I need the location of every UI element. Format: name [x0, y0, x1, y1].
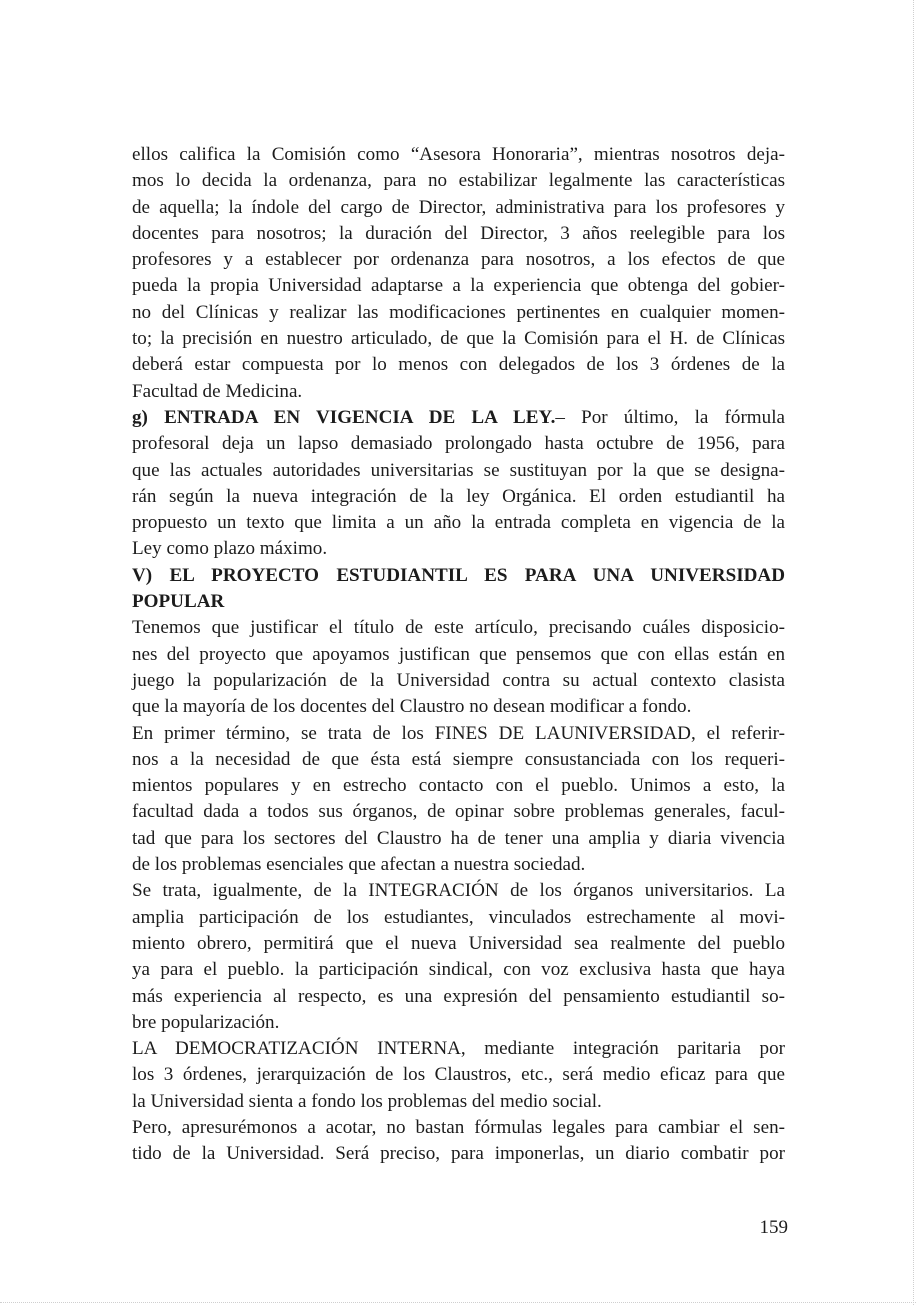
page-number: 159: [759, 1217, 788, 1238]
text-line: Pero, apresurémonos a acotar, no bastan fórmulas legales para cambiar el sen-: [132, 1116, 785, 1138]
text-line: rán según la nueva integración de la ley Orgánica. El orden estudiantil ha: [132, 485, 785, 507]
text-line: propuesto un texto que limita a un año la entrada completa en vigencia de la: [132, 512, 785, 534]
section-heading-inline: g) ENTRADA EN VIGENCIA DE LA LEY.: [132, 406, 556, 428]
text-line: docentes para nosotros; la duración del Director, 3 años reelegible para los: [132, 222, 785, 244]
text-line: de los problemas esenciales que afectan a nuestra sociedad.: [132, 854, 586, 876]
text-line: to; la precisión en nuestro articulado, de que la Comisión para el H. de Clínicas: [132, 328, 785, 350]
text-line: bre popularización.: [132, 1011, 280, 1033]
text-line: juego la popularización de la Universidad contra su actual contexto clasista: [132, 669, 785, 691]
text-line: Facultad de Medicina.: [132, 380, 303, 402]
text-line: miento obrero, permitirá que el nueva Universidad sea realmente del pueblo: [132, 932, 785, 954]
body-text: [132, 142, 785, 1168]
text-line: no del Clínicas y realizar las modificaciones pertinentes en cualquier momen-: [132, 301, 785, 323]
text-line: POPULAR: [132, 591, 225, 613]
text-line: la Universidad sienta a fondo los problemas del medio social.: [132, 1090, 602, 1112]
text-line: V) EL PROYECTO ESTUDIANTIL ES PARA UNA UNIVERSIDAD: [132, 564, 785, 586]
text-line: de aquella; la índole del cargo de Director, administrativa para los profesores y: [132, 196, 785, 218]
text-line: más experiencia al respecto, es una expresión del pensamiento estudiantil so-: [132, 985, 785, 1007]
page-edge-right: [913, 0, 914, 1305]
text-line: nes del proyecto que apoyamos justifican que pensemos que con ellas están en: [132, 643, 785, 665]
text-line: facultad dada a todos sus órganos, de opinar sobre problemas generales, facul-: [132, 801, 785, 823]
text-line: En primer término, se trata de los FINES DE LAUNIVERSIDAD, el referir-: [132, 722, 785, 744]
text-line: profesores y a establecer por ordenanza para nosotros, a los efectos de que: [132, 249, 785, 271]
text-line: mos lo decida la ordenanza, para no estabilizar legalmente las características: [132, 170, 785, 192]
text-line: que la mayoría de los docentes del Claustro no desean modificar a fondo.: [132, 696, 692, 718]
text-line: Ley como plazo máximo.: [132, 538, 328, 560]
text-line: Se trata, igualmente, de la INTEGRACIÓN de los órganos universitarios. La: [132, 880, 785, 902]
text-line: tido de la Universidad. Será preciso, para imponerlas, un diario combatir por: [132, 1143, 785, 1165]
text-line: profesoral deja un lapso demasiado prolongado hasta octubre de 1956, para: [132, 433, 785, 455]
text-line: pueda la propia Universidad adaptarse a la experiencia que obtenga del gobier-: [132, 275, 785, 297]
text-line-rest: – Por último, la fórmula: [555, 406, 785, 428]
text-line: LA DEMOCRATIZACIÓN INTERNA, mediante integración paritaria por: [132, 1038, 785, 1060]
text-line: Tenemos que justificar el título de este artículo, precisando cuáles disposicio-: [132, 617, 785, 639]
text-line: [132, 405, 785, 431]
text-line: los 3 órdenes, jerarquización de los Claustros, etc., será medio eficaz para que: [132, 1064, 785, 1086]
text-line: deberá estar compuesta por lo menos con delegados de los 3 órdenes de la: [132, 354, 785, 376]
page-edge-bottom: [0, 1302, 916, 1303]
text-line: nos a la necesidad de que ésta está siempre consustanciada con los requeri-: [132, 748, 785, 770]
text-line: ellos califica la Comisión como “Asesora Honoraria”, mientras nosotros deja-: [132, 144, 785, 165]
text-line: amplia participación de los estudiantes, vinculados estrechamente al movi-: [132, 906, 785, 928]
text-line: tad que para los sectores del Claustro ha de tener una amplia y diaria vivencia: [132, 827, 785, 849]
text-line: que las actuales autoridades universitarias se sustituyan por la que se designa-: [132, 459, 785, 481]
text-line: mientos populares y en estrecho contacto con el pueblo. Unimos a esto, la: [132, 775, 785, 797]
text-line: ya para el pueblo. la participación sindical, con voz exclusiva hasta que haya: [132, 959, 785, 981]
